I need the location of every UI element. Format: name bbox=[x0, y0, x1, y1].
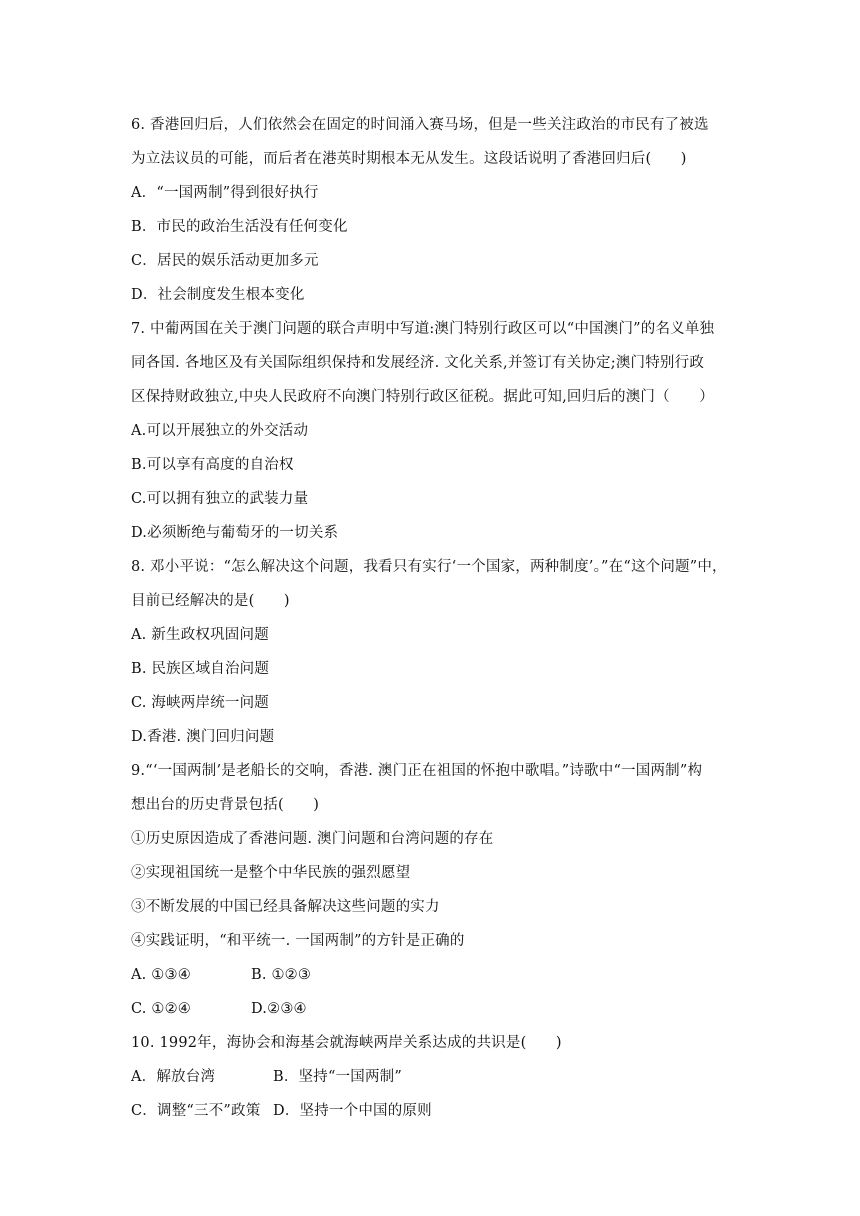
question-7 bbox=[131, 312, 731, 550]
statement-3: ③不断发展的中国已经具备解决这些问题的实力 bbox=[131, 899, 440, 915]
option-b: B．市民的政治生活没有任何变化 bbox=[131, 219, 348, 235]
question-stem-line: 7. 中葡两国在关于澳门问题的联合声明中写道:澳门特别行政区可以“中国澳门”的名义单独 bbox=[131, 321, 715, 337]
option-d: D.香港. 澳门回归问题 bbox=[131, 729, 275, 745]
option-row bbox=[131, 1060, 731, 1094]
option-b: B. ①②③ bbox=[251, 967, 312, 983]
question-stem-line: 6. 香港回归后，人们依然会在固定的时间涌入赛马场，但是一些关注政治的市民有了被选 bbox=[131, 117, 709, 133]
question-stem-line: 同各国. 各地区及有关国际组织保持和发展经济. 文化关系,并签订有关协定;澳门特别行政 bbox=[131, 355, 705, 371]
option-b: B. 民族区域自治问题 bbox=[131, 661, 270, 677]
option-b: B.可以享有高度的自治权 bbox=[131, 457, 294, 473]
question-stem-line: 8. 邓小平说：“怎么解决这个问题，我看只有实行‘一个国家，两种制度’。”在“这个问题”中， bbox=[131, 559, 727, 575]
option-a: A.可以开展独立的外交活动 bbox=[131, 423, 309, 439]
option-b: B．坚持“一国两制” bbox=[273, 1069, 402, 1085]
statement-1: ①历史原因造成了香港问题. 澳门问题和台湾问题的存在 bbox=[131, 831, 494, 847]
option-a: A．解放台湾 bbox=[131, 1069, 216, 1085]
option-d: D．社会制度发生根本变化 bbox=[131, 287, 305, 303]
question-stem-line: 目前已经解决的是( ) bbox=[131, 593, 290, 609]
question-8 bbox=[131, 550, 731, 754]
option-row bbox=[131, 958, 731, 992]
question-stem-line: 想出台的历史背景包括( ) bbox=[131, 797, 320, 813]
question-stem-line: 区保持财政独立,中央人民政府不向澳门特别行政区征税。据此可知,回归后的澳门（ ） bbox=[131, 389, 714, 405]
statement-2: ②实现祖国统一是整个中华民族的强烈愿望 bbox=[131, 865, 411, 881]
option-d: D．坚持一个中国的原则 bbox=[273, 1103, 432, 1119]
question-stem-line: 10. 1992年，海协会和海基会就海峡两岸关系达成的共识是( ) bbox=[131, 1035, 562, 1051]
option-c: C.可以拥有独立的武装力量 bbox=[131, 491, 309, 507]
option-c: C. 海峡两岸统一问题 bbox=[131, 695, 269, 711]
option-a: A. 新生政权巩固问题 bbox=[131, 627, 269, 643]
option-d: D.②③④ bbox=[251, 1001, 307, 1017]
statement-4: ④实践证明，“和平统一. 一国两制”的方针是正确的 bbox=[131, 933, 465, 949]
question-10 bbox=[131, 1026, 731, 1128]
question-stem-line: 9.“‘一国两制’是老船长的交响，香港. 澳门正在祖国的怀抱中歌唱。”诗歌中“一国两制”构 bbox=[131, 763, 703, 779]
option-d: D.必须断绝与葡萄牙的一切关系 bbox=[131, 525, 339, 541]
option-c: C. ①②④ bbox=[131, 1001, 191, 1017]
option-row bbox=[131, 1094, 731, 1128]
question-stem-line: 为立法议员的可能，而后者在港英时期根本无从发生。这段话说明了香港回归后( ) bbox=[131, 151, 687, 167]
option-row bbox=[131, 992, 731, 1026]
question-9 bbox=[131, 754, 731, 1026]
question-6 bbox=[131, 108, 731, 312]
option-c: C．居民的娱乐活动更加多元 bbox=[131, 253, 319, 269]
page-content bbox=[131, 108, 731, 1128]
option-c: C．调整“三不”政策 bbox=[131, 1103, 261, 1119]
option-a: A. ①③④ bbox=[131, 967, 191, 983]
option-a: A．“一国两制”得到很好执行 bbox=[131, 185, 319, 201]
